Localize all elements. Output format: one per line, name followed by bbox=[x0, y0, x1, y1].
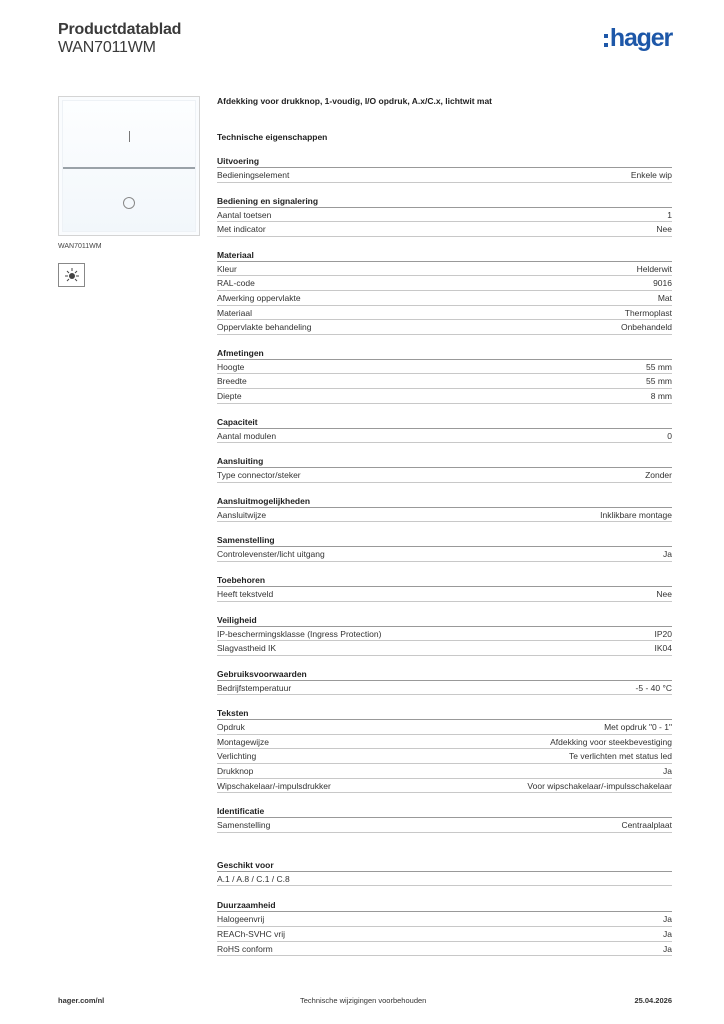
spec-label: Samenstelling bbox=[217, 820, 271, 831]
spec-value: Nee bbox=[656, 224, 672, 235]
spec-row bbox=[217, 508, 672, 523]
spec-row bbox=[217, 429, 672, 444]
spec-section bbox=[217, 574, 672, 602]
spec-value: Zonder bbox=[645, 470, 672, 481]
spec-label: Aantal modulen bbox=[217, 430, 277, 441]
spec-label: Hoogte bbox=[217, 361, 245, 372]
section-title: Materiaal bbox=[217, 249, 672, 262]
spec-label: Bedrijfstemperatuur bbox=[217, 682, 292, 693]
spec-value: Met opdruk "0 - 1" bbox=[604, 722, 672, 733]
spec-label: Verlichting bbox=[217, 751, 257, 762]
spec-label: REACh-SVHC vrij bbox=[217, 929, 286, 940]
spec-value: Ja bbox=[663, 914, 672, 925]
section-title: Gebruiksvoorwaarden bbox=[217, 668, 672, 681]
spec-row bbox=[217, 927, 672, 942]
spec-section bbox=[217, 707, 672, 793]
spec-value: Enkele wip bbox=[630, 170, 672, 180]
spec-value: Nee bbox=[656, 588, 672, 599]
spec-row bbox=[217, 291, 672, 306]
spec-value: Helderwit bbox=[636, 263, 672, 274]
section-title: Capaciteit bbox=[217, 416, 672, 429]
spec-section bbox=[217, 416, 672, 444]
spec-value: Ja bbox=[663, 929, 672, 940]
spec-row bbox=[217, 942, 672, 957]
spec-value: Afdekking voor steekbevestiging bbox=[550, 736, 672, 747]
spec-value: Te verlichten met status led bbox=[569, 751, 672, 762]
spec-value: IP20 bbox=[654, 628, 672, 639]
footer-date: 25.04.2026 bbox=[634, 996, 672, 1005]
product-code: WAN7011WM bbox=[58, 39, 156, 56]
spec-section bbox=[217, 195, 672, 237]
spec-value: Centraalplaat bbox=[621, 820, 672, 831]
spec-label: A.1 / A.8 / C.1 / C.8 bbox=[217, 873, 290, 884]
spec-value: 55 mm bbox=[646, 361, 672, 372]
footer-url[interactable]: hager.com/nl bbox=[58, 996, 105, 1005]
spec-value: Mat bbox=[657, 292, 672, 303]
footer-disclaimer: Technische wijzigingen voorbehouden bbox=[300, 996, 427, 1005]
section-title: Identificatie bbox=[217, 805, 672, 818]
spec-value: Ja bbox=[663, 549, 672, 560]
spec-label: RAL-code bbox=[217, 278, 255, 289]
hager-logo bbox=[604, 26, 672, 51]
spec-section bbox=[217, 805, 672, 833]
spec-label: Halogeenvrij bbox=[217, 914, 265, 925]
section-title: Samenstelling bbox=[217, 534, 672, 547]
spec-value: Ja bbox=[663, 943, 672, 954]
spec-row bbox=[217, 764, 672, 779]
spec-section bbox=[217, 495, 672, 523]
spec-row bbox=[217, 627, 672, 642]
spec-value: Ja bbox=[663, 766, 672, 777]
spec-value: -5 - 40 °C bbox=[635, 682, 672, 693]
spec-label: IP-beschermingsklasse (Ingress Protection) bbox=[217, 628, 382, 639]
spec-section bbox=[217, 249, 672, 335]
spec-row bbox=[217, 720, 672, 735]
light-indicator-icon bbox=[58, 263, 85, 287]
spec-label: Wipschakelaar/-impulsdrukker bbox=[217, 780, 331, 791]
spec-label: Controlevenster/licht uitgang bbox=[217, 549, 325, 560]
spec-row bbox=[217, 208, 672, 223]
section-title: Uitvoering bbox=[217, 155, 672, 168]
spec-row bbox=[217, 320, 672, 335]
spec-label: Afwerking oppervlakte bbox=[217, 292, 301, 303]
spec-row bbox=[217, 818, 672, 833]
spec-label: Materiaal bbox=[217, 307, 252, 318]
spec-label: Heeft tekstveld bbox=[217, 588, 274, 599]
spec-label: Oppervlakte behandeling bbox=[217, 322, 312, 333]
spec-sections bbox=[217, 155, 672, 956]
product-image bbox=[58, 96, 200, 236]
spec-row bbox=[217, 681, 672, 696]
spec-label: Slagvastheid IK bbox=[217, 643, 277, 654]
section-title: Geschikt voor bbox=[217, 859, 672, 872]
spec-row bbox=[217, 735, 672, 750]
spec-row bbox=[217, 360, 672, 375]
spec-section bbox=[217, 347, 672, 404]
section-title: Duurzaamheid bbox=[217, 899, 672, 912]
logo-text: hager bbox=[609, 24, 672, 52]
product-description: Afdekking voor drukknop, 1-voudig, I/O opdruk, A.x/C.x, lichtwit mat bbox=[217, 96, 493, 106]
spec-section bbox=[217, 534, 672, 562]
spec-row bbox=[217, 912, 672, 927]
spec-section bbox=[217, 614, 672, 656]
spec-label: Met indicator bbox=[217, 224, 266, 235]
spec-value: 55 mm bbox=[646, 376, 672, 387]
spec-value: IK04 bbox=[654, 643, 672, 654]
spec-value: 8 mm bbox=[650, 390, 672, 401]
spec-row bbox=[217, 389, 672, 404]
spec-label: Aansluitwijze bbox=[217, 509, 267, 520]
spec-row bbox=[217, 872, 672, 887]
spec-label: Opdruk bbox=[217, 722, 245, 733]
section-title: Teksten bbox=[217, 707, 672, 720]
spec-row bbox=[217, 749, 672, 764]
spec-value: Voor wipschakelaar/-impulsschakelaar bbox=[527, 780, 672, 791]
product-image-caption: WAN7011WM bbox=[58, 243, 102, 250]
spec-label: Breedte bbox=[217, 376, 247, 387]
spec-section bbox=[217, 455, 672, 483]
specifications bbox=[217, 95, 672, 956]
section-title: Veiligheid bbox=[217, 614, 672, 627]
spec-value: Inklikbare montage bbox=[600, 509, 672, 520]
spec-label: Montagewijze bbox=[217, 736, 269, 747]
spec-value: Thermoplast bbox=[624, 307, 672, 318]
section-title: Bediening en signalering bbox=[217, 195, 672, 208]
spec-row bbox=[217, 262, 672, 277]
section-title: Aansluitmogelijkheden bbox=[217, 495, 672, 508]
spec-row bbox=[217, 468, 672, 483]
spec-section bbox=[217, 899, 672, 956]
spec-row bbox=[217, 779, 672, 794]
tech-heading: Technische eigenschappen bbox=[217, 132, 328, 142]
spec-label: Type connector/steker bbox=[217, 470, 301, 481]
spec-row bbox=[217, 306, 672, 321]
spec-value: Onbehandeld bbox=[620, 322, 672, 333]
spec-label: Kleur bbox=[217, 263, 237, 274]
spec-row bbox=[217, 222, 672, 237]
spec-row bbox=[217, 547, 672, 562]
spec-value: 1 bbox=[667, 209, 672, 220]
spec-section bbox=[217, 155, 672, 183]
spec-label: Bedieningselement bbox=[217, 170, 290, 180]
spec-section bbox=[217, 859, 672, 887]
spec-row bbox=[217, 374, 672, 389]
spec-row bbox=[217, 641, 672, 656]
spec-value: 9016 bbox=[653, 278, 672, 289]
section-title: Toebehoren bbox=[217, 574, 672, 587]
section-title: Afmetingen bbox=[217, 347, 672, 360]
spec-label: Drukknop bbox=[217, 766, 254, 777]
spec-label: Aantal toetsen bbox=[217, 209, 272, 220]
spec-row bbox=[217, 276, 672, 291]
logo-dots bbox=[604, 34, 608, 47]
section-title: Aansluiting bbox=[217, 455, 672, 468]
spec-value: 0 bbox=[667, 430, 672, 441]
spec-row bbox=[217, 587, 672, 602]
spec-row bbox=[217, 168, 672, 183]
spec-label: Diepte bbox=[217, 390, 242, 401]
spec-section bbox=[217, 668, 672, 696]
spec-label: RoHS conform bbox=[217, 943, 273, 954]
page-title: Productdatablad bbox=[58, 21, 182, 38]
